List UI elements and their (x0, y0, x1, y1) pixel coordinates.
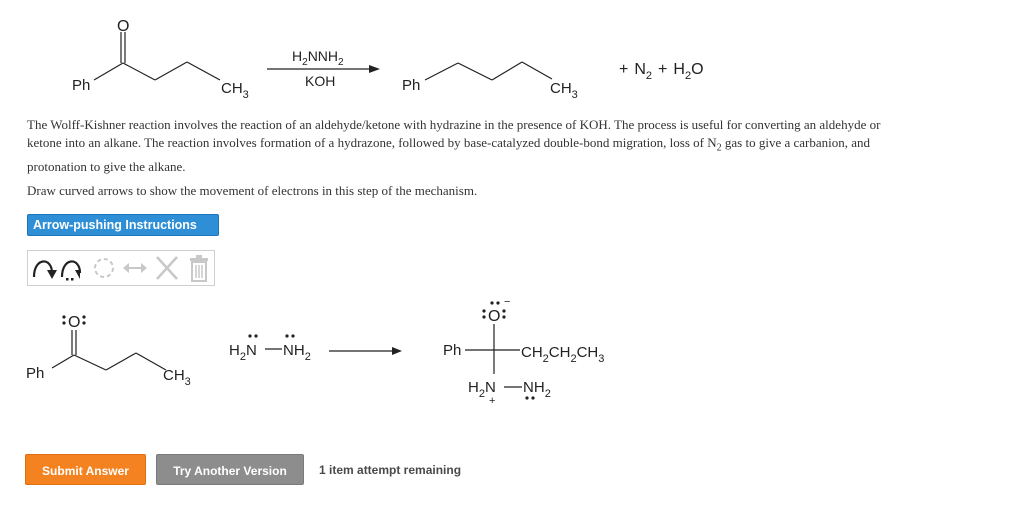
try-another-version-button[interactable]: Try Another Version (156, 454, 304, 485)
intermediate-oxygen-label: O (488, 308, 501, 325)
reactant-methyl-label: $CH_3$ (221, 80, 249, 101)
reagent-hydrazine-label: $H_2NNH_2$ (292, 48, 344, 68)
mechanism-ketone[interactable] (52, 330, 166, 370)
ketone-methyl-label: $CH_3$ (163, 367, 191, 388)
intermediate-n-plus-charge: + (489, 395, 496, 407)
mechanism-intermediate[interactable] (443, 296, 604, 407)
curved-arrow-icon[interactable] (30, 251, 58, 285)
mechanism-canvas[interactable] (0, 290, 1024, 440)
question-paragraph (27, 116, 1002, 176)
reaction-scheme (0, 0, 1024, 112)
arrow-pushing-instructions-button[interactable]: Arrow-pushing Instructions (27, 214, 219, 236)
intermediate-propyl-label: $CH_2CH_2CH_3$ (521, 344, 605, 365)
n2-subscript: 2 (716, 142, 722, 154)
intermediate-oxygen-atom[interactable] (482, 296, 510, 325)
intermediate-nh2-plus-label: $H_2N$ (468, 379, 496, 400)
reactant-oxygen-label: O (117, 18, 130, 35)
paragraph-line-2-text: ketone into an alkane. The reaction involves formation of a hydrazone, followed by base-catalyzed double-bond migration, loss of N (27, 135, 717, 150)
paragraph-line-2-end: gas to give a carbanion, and (721, 135, 871, 150)
ketone-oxygen-label: O (68, 314, 81, 331)
attempts-remaining-text: 1 item attempt remaining (319, 463, 462, 477)
ketone-oxygen-atom[interactable] (62, 314, 85, 331)
product-methyl-label: $CH_3$ (550, 80, 578, 101)
drawing-toolbar (27, 250, 215, 286)
mechanism-hydrazine[interactable] (229, 334, 311, 363)
reactant-ketone (94, 32, 220, 80)
submit-answer-button[interactable]: Submit Answer (25, 454, 146, 485)
trash-icon[interactable] (184, 251, 214, 285)
product-ph-label: Ph (402, 77, 421, 94)
hydrazine-left-n-label: $H_2N$ (229, 342, 257, 363)
resize-arrows-icon[interactable] (120, 251, 150, 285)
delete-x-icon[interactable] (152, 251, 182, 285)
ketone-ph-label: Ph (26, 365, 45, 382)
product-alkane (425, 62, 552, 80)
paragraph-line-3: protonation to give the alkane. (27, 158, 186, 174)
hydrazine-right-n-label: $NH_2$ (283, 342, 311, 363)
reaction-arrow (267, 65, 380, 73)
reactant-ph-label: Ph (72, 77, 91, 94)
single-electron-arrow-icon[interactable] (58, 251, 88, 285)
paragraph-line-2 (27, 134, 1002, 158)
mechanism-reaction-arrow (329, 347, 402, 355)
paragraph-line-1: The Wolff-Kishner reaction involves the reaction of an aldehyde/ketone with hydrazine in the presence of KOH. The process is useful for converting an aldehyde or (27, 117, 881, 132)
intermediate-nh2-label: $NH_2$ (523, 379, 551, 400)
intermediate-ph-label: Ph (443, 342, 462, 359)
byproducts-label: + $N_2 + H_2O$ (619, 61, 704, 82)
instruction-text: Draw curved arrows to show the movement of electrons in this step of the mechanism. (27, 183, 478, 198)
intermediate-oxygen-charge: − (504, 296, 511, 308)
reagent-koh-label: KOH (305, 73, 336, 89)
lasso-select-icon[interactable] (90, 251, 120, 285)
